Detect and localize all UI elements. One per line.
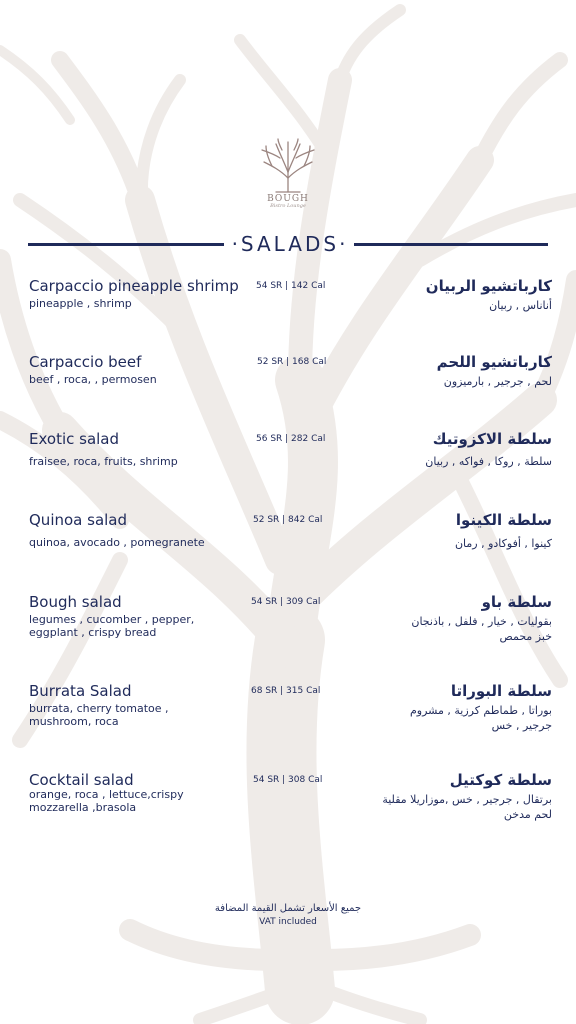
item-price: 52 SR | 168 Cal [257,357,327,367]
item-price: 54 SR | 308 Cal [253,775,323,785]
item-price: 68 SR | 315 Cal [251,686,321,696]
item-description: orange, roca , lettuce,crispy mozzarella ,brasola [29,788,184,814]
item-description-arabic: برتقال , جرجير , خس ,موزاريلا مقلية لحم مدخن [382,793,552,821]
item-name: Carpaccio pineapple shrimp [29,277,239,295]
section-title: ·SALADS· [231,232,349,256]
item-description: pineapple , shrimp [29,297,132,310]
section-header [28,232,548,256]
item-price: 56 SR | 282 Cal [256,434,326,444]
title-divider-left [28,243,224,246]
item-name: Bough salad [29,593,122,611]
item-description-arabic: سلطة , روكا , فواكه , ربيان [425,455,552,468]
tree-logo-icon [258,138,318,194]
item-name: Carpaccio beef [29,353,142,371]
item-description: burrata, cherry tomatoe , mushroom, roca [29,702,169,728]
item-name: Burrata Salad [29,682,132,700]
brand-name: BOUGH [267,194,309,204]
item-description: legumes , cucomber , pepper, eggplant , crispy bread [29,613,195,639]
item-name-arabic: سلطة باو [481,593,552,611]
title-divider-right [354,243,548,246]
item-name-arabic: كارباتشيو اللحم [436,353,552,371]
item-name-arabic: سلطة كوكتيل [449,771,552,789]
item-description-arabic: كينوا , أفوكادو , رمان [454,537,552,550]
item-price: 54 SR | 142 Cal [256,281,326,291]
item-name-arabic: سلطة الكينوا [455,511,552,529]
vat-footer [0,903,576,927]
vat-note: VAT included [259,917,317,927]
item-name: Quinoa salad [29,511,128,529]
item-description: fraisee, roca, fruits, shrimp [29,455,178,468]
item-description-arabic: لحم , جرجير , بارميزون [443,375,552,388]
item-name-arabic: كارباتشيو الربيان [425,277,552,295]
item-description-arabic: بقوليات , خيار , فلفل , باذنجان خبز محمص [411,615,552,643]
item-name-arabic: سلطة البوراتا [450,682,552,700]
vat-note-arabic: جميع الأسعار تشمل القيمة المضافة [214,903,362,914]
item-price: 54 SR | 309 Cal [251,597,321,607]
item-description-arabic: بوراتا , طماطم كرزية , مشروم جرجير , خس [409,704,552,732]
item-price: 52 SR | 842 Cal [253,515,323,525]
brand-logo [250,138,326,218]
item-description: beef , roca, , permosen [29,373,157,386]
item-name-arabic: سلطة الاكزوتيك [432,430,552,448]
item-description-arabic: أناناس , ربيان [489,299,552,312]
item-name: Exotic salad [29,430,120,448]
brand-tagline: Bistro Lounge [270,203,306,209]
item-description: quinoa, avocado , pomegranete [29,536,205,549]
item-name: Cocktail salad [29,771,134,789]
